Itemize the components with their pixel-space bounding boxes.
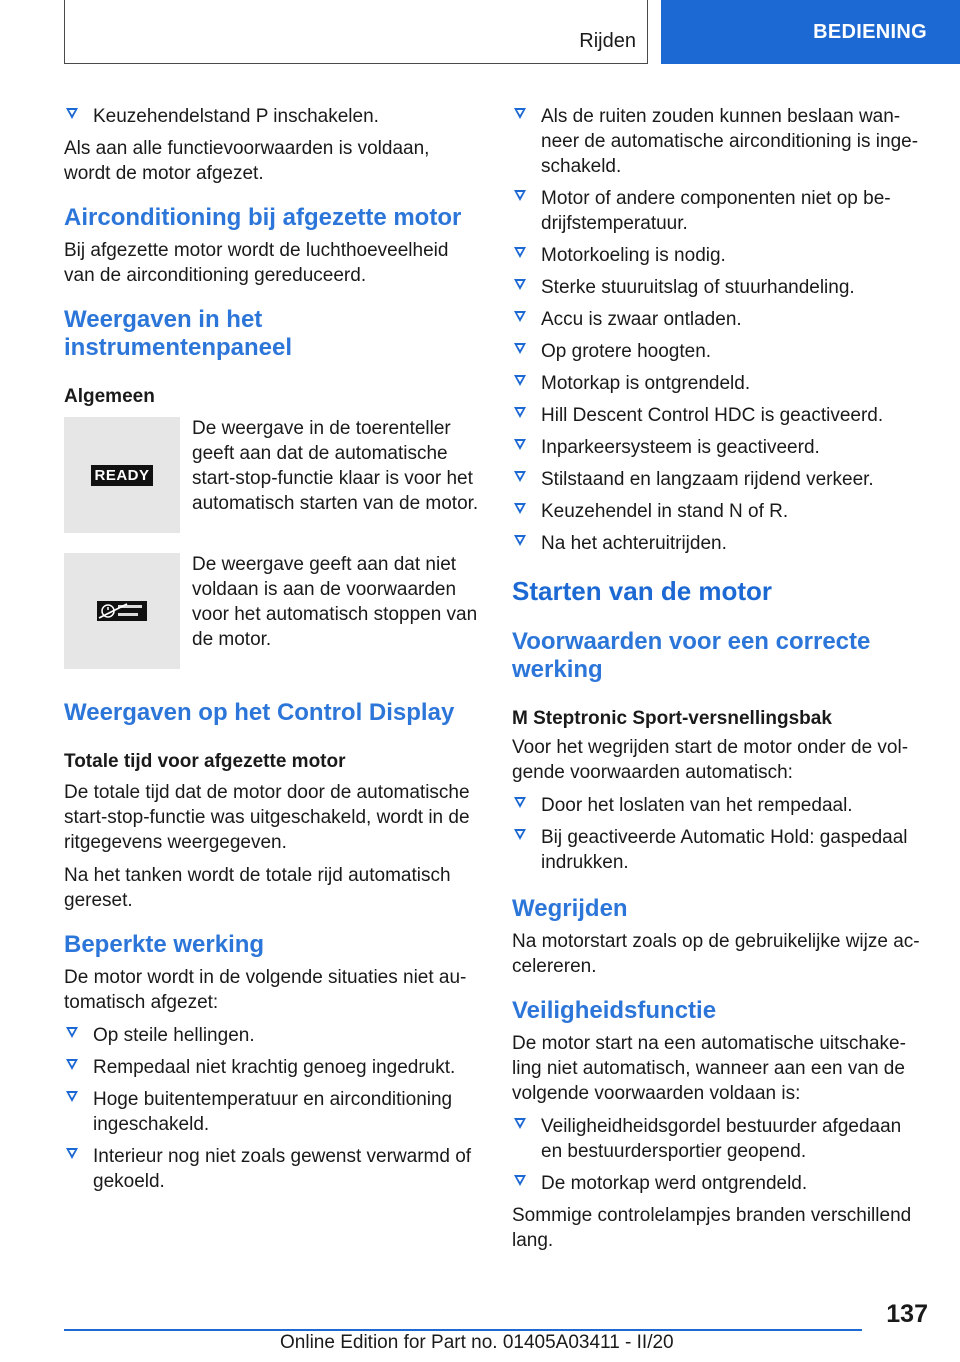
footer-edition: Online Edition for Part no. 01405A03411 - II/20 — [280, 1332, 674, 1353]
list-item — [512, 531, 922, 556]
chapter-tab: BEDIENING — [661, 0, 960, 64]
paragraph: Voor het wegrijden start de motor onder de vol-gende voorwaarden automatisch: — [512, 737, 909, 783]
section-title: Rijden — [579, 30, 636, 52]
ready-indicator-image — [64, 417, 180, 533]
start-stop-unavailable-image — [64, 553, 180, 669]
list-item-text: Veiligheidheidsgordel bestuurder afgedaan en bestuurdersportier geopend. — [541, 1116, 902, 1162]
triangle-bullet-icon — [514, 407, 526, 418]
paragraph: De totale tijd dat de motor door de automatische start-stop-functie was uitgeschakeld, wordt in de ritgegevens weergegeven. — [64, 782, 470, 853]
triangle-bullet-icon — [514, 108, 526, 119]
list-item-text: Rempedaal niet krachtig genoeg ingedrukt. — [93, 1057, 456, 1078]
paragraph: Als aan alle functievoorwaarden is voldaan, wordt de motor afgezet. — [64, 138, 430, 184]
ready-label: READY — [91, 465, 152, 486]
list-item-text: De motorkap werd ontgrendeld. — [541, 1173, 808, 1194]
list-item — [512, 275, 922, 300]
triangle-bullet-icon — [514, 343, 526, 354]
triangle-bullet-icon — [66, 1148, 78, 1159]
list-item — [512, 435, 922, 460]
paragraph: Bij afgezette motor wordt de luchthoeveelheid van de airconditioning gereduceerd. — [64, 240, 449, 286]
triangle-bullet-icon — [514, 375, 526, 386]
list-item — [512, 467, 922, 492]
list-item: Keuzehendelstand P inschakelen. — [64, 104, 480, 129]
right-column — [512, 104, 922, 1261]
bullet-list — [512, 104, 922, 556]
triangle-bullet-icon — [514, 1118, 526, 1129]
list-item-text: Hoge buitentemperatuur en airconditioning ingeschakeld. — [93, 1089, 453, 1135]
triangle-bullet-icon — [514, 503, 526, 514]
paragraph: De weergave geeft aan dat niet voldaan is aan de voorwaarden voor het automatisch stoppen van de motor. — [192, 554, 478, 650]
list-item-text: Bij geactiveerde Automatic Hold: gaspedaal indrukken. — [541, 827, 908, 873]
list-item — [512, 307, 922, 332]
triangle-bullet-icon — [66, 1091, 78, 1102]
triangle-bullet-icon — [514, 471, 526, 482]
list-item — [512, 1114, 922, 1164]
triangle-bullet-icon — [66, 1059, 78, 1070]
heading-weergaven: Weergaven in het instrumentenpaneel — [64, 306, 293, 361]
heading-beperkte-werking: Beperkte werking — [64, 931, 265, 958]
list-item — [512, 793, 922, 818]
heading-steptronic: M Steptronic Sport-versnellingsbak — [512, 708, 832, 729]
paragraph: De weergave in de toerenteller geeft aan dat de automatische start-stop-functie klaar is voor het automatisch starten van de motor. — [192, 418, 479, 514]
triangle-bullet-icon — [514, 829, 526, 840]
list-item-text: Motorkoeling is nodig. — [541, 245, 726, 266]
list-item — [64, 1055, 480, 1080]
list-item-text: Door het loslaten van het rempedaal. — [541, 795, 853, 816]
list-item — [512, 403, 922, 428]
list-item — [512, 371, 922, 396]
list-item — [64, 1144, 480, 1194]
list-item — [512, 499, 922, 524]
triangle-bullet-icon — [514, 439, 526, 450]
bullet-list — [512, 793, 922, 875]
start-stop-figure — [64, 553, 480, 669]
list-item — [64, 1087, 480, 1137]
list-item — [512, 1171, 922, 1196]
list-item — [512, 825, 922, 875]
page-number: 137 — [886, 1300, 928, 1328]
list-item-text: Keuzehendel in stand N of R. — [541, 501, 789, 522]
paragraph: Na het tanken wordt de totale rijd automatisch gereset. — [64, 865, 451, 911]
paragraph: Na motorstart zoals op de gebruikelijke wijze ac-celereren. — [512, 931, 920, 977]
triangle-bullet-icon — [514, 279, 526, 290]
heading-voorwaarden: Voorwaarden voor een correcte werking — [512, 628, 871, 683]
list-item — [512, 186, 922, 236]
list-item-text: Stilstaand en langzaam rijdend verkeer. — [541, 469, 874, 490]
heading-control-display: Weergaven op het Control Display — [64, 699, 455, 726]
triangle-bullet-icon — [514, 247, 526, 258]
list-item-text: Motor of andere componenten niet op be-drijfstemperatuur. — [541, 188, 891, 234]
bullet-list — [64, 1023, 480, 1194]
list-item — [512, 243, 922, 268]
triangle-bullet-icon — [66, 108, 78, 119]
list-item-text: Motorkap is ontgrendeld. — [541, 373, 751, 394]
list-item-text: Sterke stuuruitslag of stuurhandeling. — [541, 277, 855, 298]
ready-figure — [64, 417, 480, 533]
heading-totale-tijd: Totale tijd voor afgezette motor — [64, 751, 346, 772]
triangle-bullet-icon — [514, 190, 526, 201]
triangle-bullet-icon — [514, 797, 526, 808]
heading-veiligheid: Veiligheidsfunctie — [512, 997, 717, 1024]
list-item — [512, 104, 922, 179]
triangle-bullet-icon — [514, 1175, 526, 1186]
footer-divider — [64, 1329, 862, 1331]
list-item-text: Na het achteruitrijden. — [541, 533, 727, 554]
paragraph: Sommige controlelampjes branden verschillend lang. — [512, 1205, 912, 1251]
triangle-bullet-icon — [66, 1027, 78, 1038]
list-item-text: Accu is zwaar ontladen. — [541, 309, 742, 330]
heading-starten: Starten van de motor — [512, 576, 773, 606]
start-stop-crossed-icon — [97, 601, 147, 621]
list-item-text: Op steile hellingen. — [93, 1025, 255, 1046]
list-item — [64, 1023, 480, 1048]
paragraph: De motor start na een automatische uitschake-ling niet automatisch, wanneer aan een van de volgende voorwaarden voldaan is: — [512, 1033, 906, 1104]
heading-airco: Airconditioning bij afgezette motor — [64, 204, 462, 231]
heading-wegrijden: Wegrijden — [512, 895, 628, 922]
header-frame — [64, 0, 648, 64]
triangle-bullet-icon — [514, 535, 526, 546]
list-item — [512, 339, 922, 364]
list-item-text: Als de ruiten zouden kunnen beslaan wan-neer de automatische airconditioning is inge-schakeld. — [541, 106, 919, 177]
list-item-text: Inparkeersysteem is geactiveerd. — [541, 437, 820, 458]
list-item-text: Op grotere hoogten. — [541, 341, 712, 362]
paragraph: De motor wordt in de volgende situaties niet au-tomatisch afgezet: — [64, 967, 467, 1013]
bullet-list — [512, 1114, 922, 1196]
list-item-text: Interieur nog niet zoals gewenst verwarmd of gekoeld. — [93, 1146, 472, 1192]
heading-algemeen: Algemeen — [64, 386, 155, 407]
left-column — [64, 104, 480, 1201]
triangle-bullet-icon — [514, 311, 526, 322]
list-item-text: Hill Descent Control HDC is geactiveerd. — [541, 405, 884, 426]
